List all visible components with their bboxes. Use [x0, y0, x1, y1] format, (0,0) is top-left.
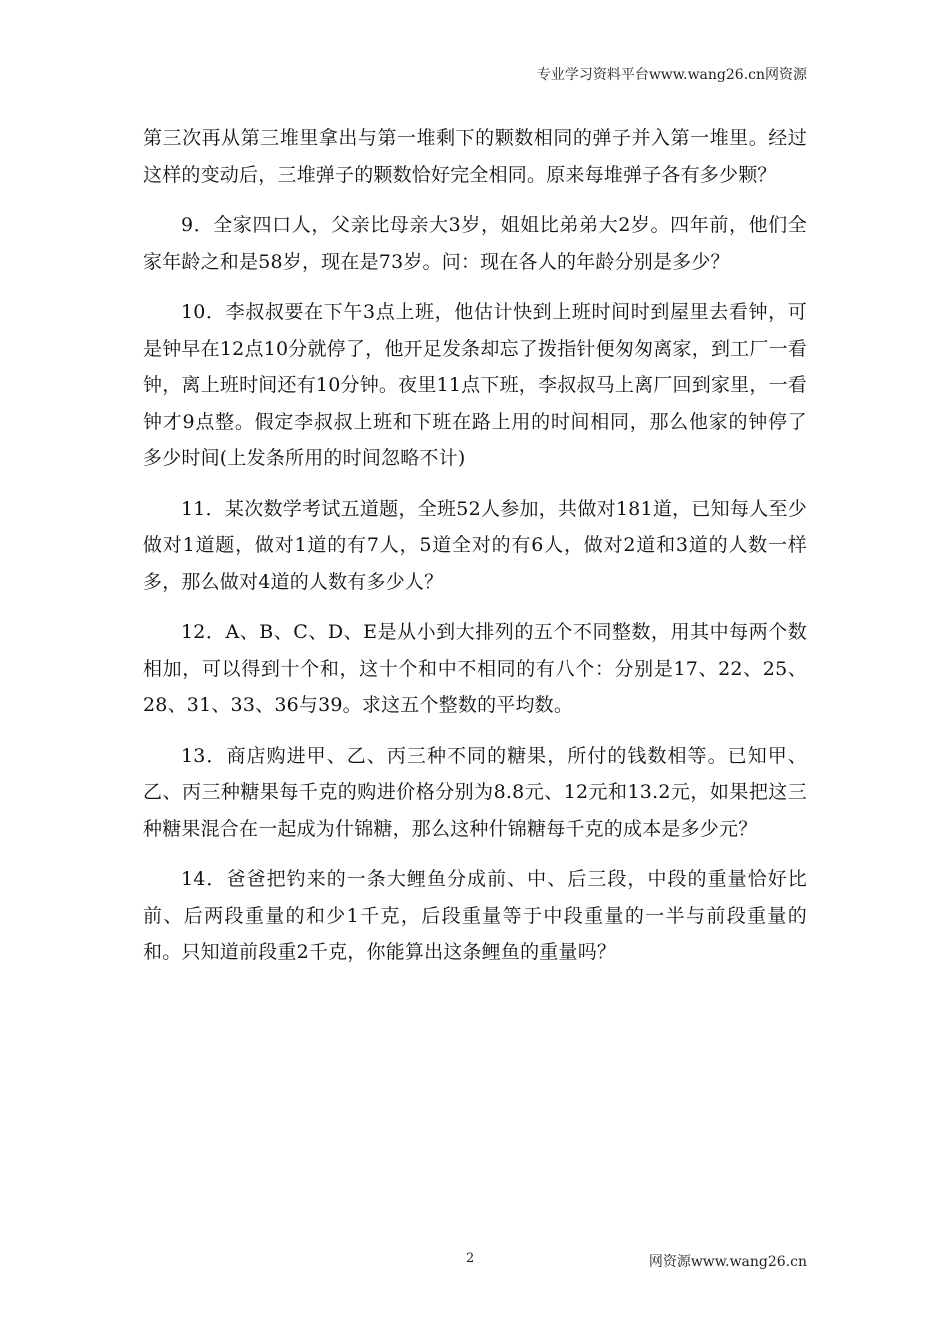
problem-13: 13．商店购进甲、乙、丙三种不同的糖果，所付的钱数相等。已知甲、乙、丙三种糖果每千克的购进价格分别为8.8元、12元和13.2元，如果把这三种糖果混合在一起成为什锦糖，那么这种什锦糖每千克的成本是多少元？: [143, 744, 807, 840]
paragraph-continuation: 第三次再从第三堆里拿出与第一堆剩下的颗数相同的弹子并入第一堆里。经过这样的变动后，三堆弹子的颗数恰好完全相同。原来每堆弹子各有多少颗？: [143, 127, 807, 186]
page-number: 2: [466, 1251, 475, 1266]
footer-site: 网资源www.wang26.cn: [648, 1254, 807, 1270]
page-header: 专业学习资料平台www.wang26.cn网资源: [536, 67, 807, 83]
problem-14: 14．爸爸把钓来的一条大鲤鱼分成前、中、后三段，中段的重量恰好比前、后两段重量的和少1千克，后段重量等于中段重量的一半与前段重量的和。只知道前段重2千克，你能算出这条鲤鱼的重量吗？: [143, 868, 807, 963]
problem-12: 12．A、B、C、D、E是从小到大排列的五个不同整数，用其中每两个数相加，可以得到十个和，这十个和中不相同的有八个：分别是17、22、25、28、31、33、36与39。求这五个整数的平均数。: [143, 621, 807, 716]
problem-11: 11．某次数学考试五道题，全班52人参加，共做对181道，已知每人至少做对1道题，做对1道的有7人，5道全对的有6人，做对2道和3道的人数一样多，那么做对4道的人数有多少人？: [143, 497, 807, 593]
problem-10: 10．李叔叔要在下午3点上班，他估计快到上班时间时到屋里去看钟，可是钟早在12点10分就停了，他开足发条却忘了拨指针便匆匆离家，到工厂一看钟，离上班时间还有10分钟。夜里11点下班，李叔叔马上离厂回到家里，一看钟才9点整。假定李叔叔上班和下班在路上用的时间相同，那么他家的钟停了多少时间(上发条所用的时间忽略不计): [143, 301, 807, 469]
problem-9: 9．全家四口人，父亲比母亲大3岁，姐姐比弟弟大2岁。四年前，他们全家年龄之和是58岁，现在是73岁。问：现在各人的年龄分别是多少？: [143, 214, 807, 273]
document-body: [143, 120, 807, 985]
